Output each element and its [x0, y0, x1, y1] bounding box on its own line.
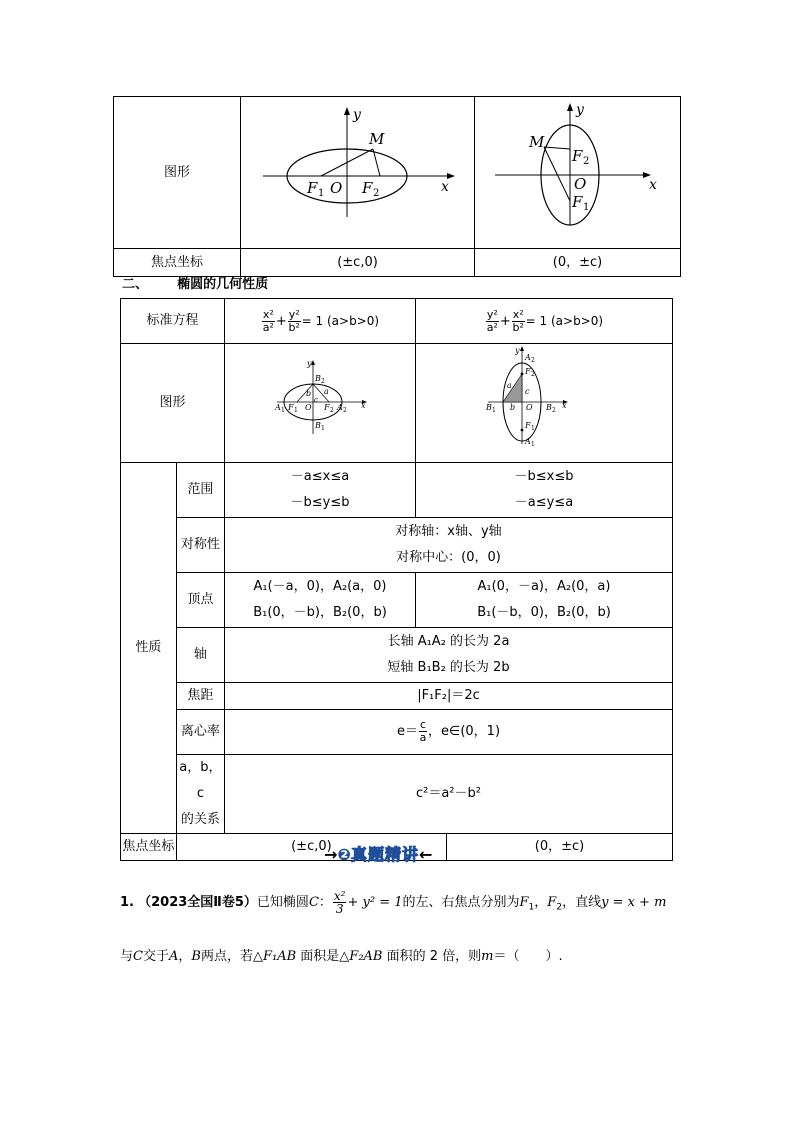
- mini-h-f1s: 1: [293, 407, 298, 414]
- sym-center: 对称中心：(0，0): [396, 550, 501, 565]
- y-axis-label: y: [353, 107, 361, 123]
- question-comma: ，: [534, 895, 548, 910]
- range-v-cell: [415, 463, 672, 518]
- figure-label: 图形: [163, 164, 190, 180]
- origin-label: O: [330, 179, 343, 197]
- question-eq-num: x²: [333, 889, 346, 903]
- eq2-rest: = 1 (a>b>0): [525, 313, 604, 328]
- ecc-label: 离心率: [180, 724, 220, 739]
- mini-h-a: a: [323, 387, 329, 396]
- vertex-label: 顶点: [187, 592, 214, 607]
- eq1-den2: b²: [288, 320, 300, 334]
- eq2-den2: b²: [512, 320, 524, 334]
- question-eq-den: 3: [335, 902, 344, 916]
- question-fraction: [333, 890, 347, 915]
- focus-coord-v-cell: [475, 249, 681, 277]
- rel-label-2: 的关系: [180, 812, 220, 827]
- range-label: 范围: [187, 482, 214, 497]
- mini-h-f2: F: [323, 403, 330, 412]
- focus-figure-table: [113, 96, 681, 277]
- mini-v-a: a: [506, 381, 512, 390]
- figure-label-cell-2: [121, 344, 225, 463]
- mini-h-b1s: 1: [320, 425, 325, 432]
- focus-coord-h: (±c,0): [337, 254, 378, 270]
- range-h-x: －a≤x≤a: [290, 469, 350, 484]
- mini-h-b: b: [305, 389, 312, 398]
- focus-label-cell-2: [121, 834, 177, 861]
- focus-f2-sub: 2: [373, 188, 380, 199]
- focus-h-2: (±c,0): [291, 839, 332, 854]
- mini-v-f2: F: [524, 367, 531, 376]
- ecc-num: c: [419, 718, 427, 731]
- vertex-v-cell: [415, 573, 672, 628]
- origin-label-2: O: [574, 175, 587, 193]
- eq1-den1: a²: [262, 320, 274, 334]
- vertex-v-b: B₁(－b，0)，B₂(0，b): [477, 605, 611, 620]
- mini-v-c: c: [524, 387, 530, 396]
- eq1-frac2: [288, 309, 301, 334]
- mini-v-f1: F: [524, 421, 531, 430]
- std-eq-label: 标准方程: [146, 313, 199, 328]
- section-number: 二、: [122, 277, 149, 292]
- y-axis-label-2: y: [576, 102, 584, 118]
- question-l2-e: 面积的 2 倍，则: [386, 949, 482, 964]
- x-axis-label-2: x: [649, 177, 657, 193]
- question-eq-rest: + y² = 1: [347, 895, 403, 910]
- focus-f1-label: F: [307, 179, 318, 197]
- sym-label: 对称性: [180, 537, 220, 552]
- horizontal-ellipse-cell: [241, 97, 475, 249]
- mini-h-figure-cell: [224, 344, 415, 463]
- ecc-den: a: [419, 731, 427, 744]
- focus-v-2: (0，±c): [534, 839, 585, 854]
- x-axis-label: x: [441, 179, 449, 195]
- mini-v-b2s: 2: [551, 407, 556, 414]
- sym-axis: 对称轴：x轴、y轴: [395, 524, 502, 539]
- vertex-label-cell: [176, 573, 224, 628]
- question-f2: F: [547, 895, 557, 910]
- question-text-1: 已知椭圆: [256, 895, 309, 910]
- question-l2-a: 与: [120, 949, 134, 964]
- vertex-h-b: B₁(0，－b)，B₂(0，b): [253, 605, 387, 620]
- section-title-text: 椭圆的几何性质: [177, 277, 269, 292]
- section-title: [122, 273, 268, 292]
- focal-label-cell: [176, 683, 224, 710]
- focus-label-2: 焦点坐标: [122, 839, 175, 854]
- mini-h-x: x: [360, 401, 366, 410]
- question-line-1: [120, 890, 666, 915]
- props-label-cell: [121, 463, 177, 834]
- mini-v-f1s: 1: [530, 425, 535, 432]
- sym-label-cell: [176, 518, 224, 573]
- mini-v-a2s: 2: [530, 357, 535, 364]
- mini-v-y: y: [514, 346, 520, 355]
- mini-v-a1s: 1: [530, 441, 535, 448]
- vertex-h-cell: [224, 573, 415, 628]
- vertex-h-a: A₁(－a，0)，A₂(a，0): [253, 579, 387, 594]
- focal-value: |F₁F₂|＝2c: [417, 688, 480, 703]
- range-v-y: －a≤y≤a: [514, 495, 574, 510]
- question-triangle-2: △F₂AB: [339, 949, 383, 964]
- axis-label-cell: [176, 628, 224, 683]
- question-line-2: [120, 945, 563, 964]
- focus-f2-label-2: F: [572, 147, 583, 165]
- question-point-a: A: [168, 949, 179, 964]
- sym-cell: [224, 518, 672, 573]
- banner-arrow-left: →: [324, 845, 338, 864]
- mini-h-a1s: 1: [280, 407, 285, 414]
- question-point-b: B: [191, 949, 201, 964]
- question-c: C: [308, 895, 319, 910]
- figure-label-2: 图形: [159, 395, 186, 410]
- eq1-frac1: [262, 309, 275, 334]
- mini-h-b1: B: [314, 421, 321, 430]
- banner-number-icon: ❷: [337, 845, 351, 864]
- rel-cell: [224, 755, 672, 834]
- mini-v-f2s: 2: [530, 371, 535, 378]
- ecc-post: ，e∈(0，1): [428, 724, 501, 739]
- mini-h-y: y: [306, 359, 312, 368]
- question-source: （2023全国Ⅱ卷5）: [138, 895, 257, 910]
- rel-label-1: a，b，c: [179, 760, 222, 801]
- focus-f2-label: F: [362, 179, 373, 197]
- eq2-frac1: [486, 309, 499, 334]
- banner-text: 真题精讲: [350, 845, 419, 864]
- mini-h-c: c: [313, 396, 318, 404]
- question-l2-f: ＝（ ）.: [493, 949, 563, 964]
- question-l2-d: 面积是: [300, 949, 340, 964]
- range-h-cell: [224, 463, 415, 518]
- mini-h-b2s: 2: [320, 378, 325, 385]
- mini-v-b2: B: [545, 403, 552, 412]
- question-l2-b: 交于: [142, 949, 169, 964]
- banner-arrow-right: ←: [418, 845, 433, 864]
- mini-h-f1: F: [287, 403, 294, 412]
- focus-coord-h-cell: [241, 249, 475, 277]
- range-h-y: －b≤y≤b: [290, 495, 350, 510]
- std-eq-v-cell: $\frac{\text{y²}}{\text{a²}}$ + $\frac{\text{x²}}{\text{b²}}$ = 1 (a>b>0): [415, 299, 672, 344]
- mini-v-b1s: 1: [491, 407, 496, 414]
- range-v-x: －b≤x≤b: [514, 469, 574, 484]
- horizontal-ellipse-figure: [241, 97, 474, 238]
- focus-f1-label-2: F: [572, 193, 583, 211]
- focus-v-cell-2: [446, 834, 672, 861]
- ellipse-properties-table: [120, 298, 673, 861]
- mini-v-b: b: [509, 403, 516, 412]
- mini-h-o: O: [304, 403, 312, 412]
- question-f1-sub: 1: [528, 902, 535, 913]
- eq2-num1: y²: [486, 307, 498, 321]
- std-eq-h-cell: $\frac{\text{x²}}{\text{a²}}$ + $\frac{\text{y²}}{\text{b²}}$ = 1 (a>b>0): [224, 299, 415, 344]
- mini-h-a2s: 2: [342, 407, 347, 414]
- props-label: 性质: [135, 640, 162, 655]
- range-label-cell: [176, 463, 224, 518]
- question-triangle-1: △F₁AB: [252, 949, 297, 964]
- section-banner: [324, 842, 432, 865]
- question-text-3: ，直线: [562, 895, 602, 910]
- mini-v-o: O: [525, 403, 533, 412]
- question-number: 1.: [120, 895, 134, 910]
- question-colon: ：: [318, 895, 332, 910]
- question-f2-sub: 2: [556, 902, 563, 913]
- mini-v-a1: A: [524, 437, 531, 446]
- mini-h-f2s: 2: [329, 407, 334, 414]
- ecc-label-cell: [176, 710, 224, 755]
- question-m: m: [481, 949, 494, 964]
- std-eq-label-cell: [121, 299, 225, 344]
- axis-label: 轴: [193, 647, 207, 662]
- question-l2-text: 两点，若: [200, 949, 253, 964]
- ecc-cell: [224, 710, 672, 755]
- axis-minor: 短轴 B₁B₂ 的长为 2b: [387, 660, 510, 675]
- rel-label-cell: [176, 755, 224, 834]
- mini-v-a2: A: [524, 353, 531, 362]
- question-l2-c: C: [133, 949, 143, 964]
- question-sep: ，: [178, 949, 192, 964]
- rel-value: c²＝a²－b²: [415, 786, 481, 801]
- ecc-frac: [419, 719, 427, 744]
- point-m-label: M: [369, 130, 385, 148]
- focus-f1-sub-2: 1: [583, 202, 590, 213]
- question-f1: F: [519, 895, 529, 910]
- vertical-ellipse-cell: [475, 97, 681, 249]
- mini-v-figure-cell: [415, 344, 672, 463]
- point-m-label-2: M: [529, 133, 545, 151]
- eq2-frac2: [512, 309, 525, 334]
- ecc-pre: e＝: [396, 724, 418, 739]
- focus-coord-v: (0，±c): [552, 254, 603, 270]
- focus-coord-label: 焦点坐标: [150, 254, 203, 270]
- question-line-eq: y = x + m: [601, 895, 667, 910]
- axis-cell: [224, 628, 672, 683]
- mini-vertical-ellipse: [416, 344, 672, 452]
- eq2-num2: x²: [512, 307, 524, 321]
- focal-label: 焦距: [187, 688, 214, 703]
- question-text-2: 的左、右焦点分别为: [402, 895, 520, 910]
- eq1-num2: y²: [288, 307, 300, 321]
- vertical-ellipse-figure: [475, 97, 680, 238]
- eq1-num1: x²: [262, 307, 274, 321]
- eq1-rest: = 1 (a>b>0): [301, 313, 380, 328]
- axis-major: 长轴 A₁A₂ 的长为 2a: [387, 634, 510, 649]
- focus-f1-sub: 1: [318, 188, 325, 199]
- eq2-den1: a²: [486, 320, 498, 334]
- focus-f2-sub-2: 2: [583, 156, 590, 167]
- mini-horizontal-ellipse: [225, 344, 415, 452]
- figure-label-cell: [114, 97, 241, 249]
- mini-v-x: x: [561, 401, 567, 410]
- mini-h-a1: A: [274, 403, 281, 412]
- focal-cell: [224, 683, 672, 710]
- vertex-v-a: A₁(0，－a)，A₂(0，a): [477, 579, 611, 594]
- mini-h-b2: B: [314, 374, 321, 383]
- mini-v-b1: B: [485, 403, 492, 412]
- mini-h-a2: A: [336, 403, 343, 412]
